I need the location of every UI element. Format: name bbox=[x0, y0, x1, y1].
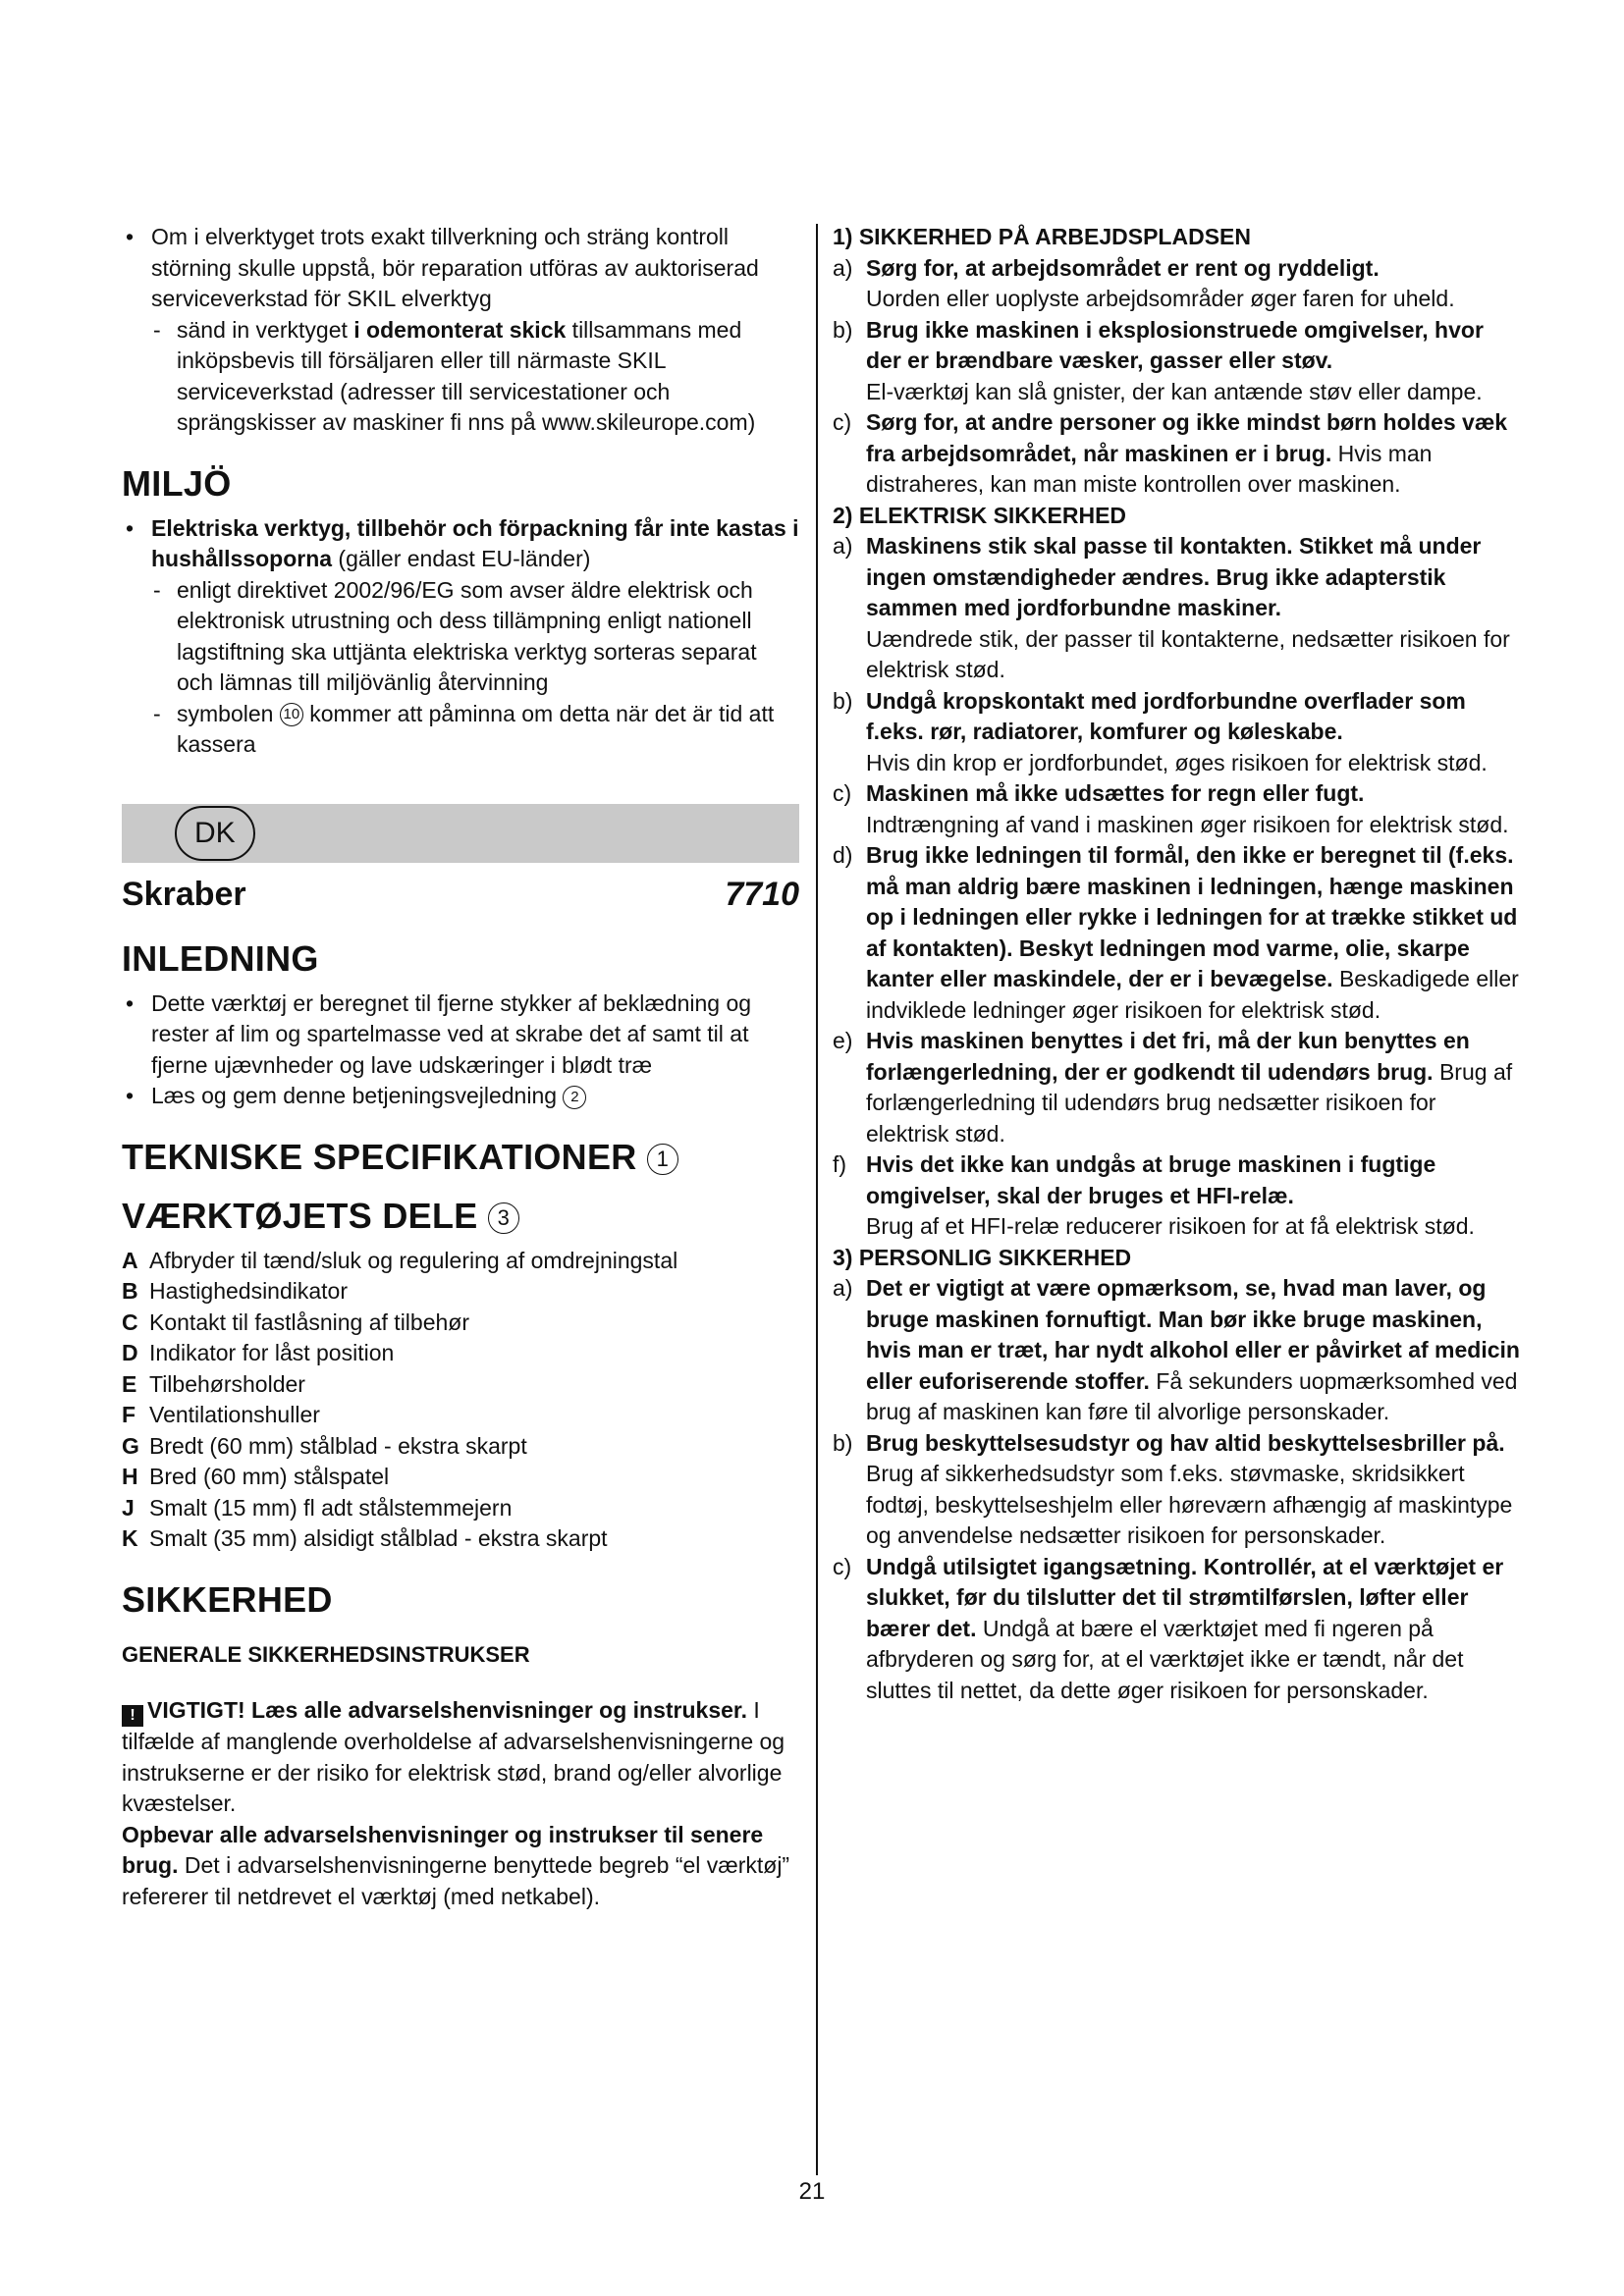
parts-list bbox=[122, 1246, 799, 1555]
generale-heading: GENERALE SIKKERHEDSINSTRUKSER bbox=[122, 1641, 530, 1667]
rule-2d: d) Brug ikke ledningen til formål, den ikke er beregnet til (f.eks. må man aldrig bære maskinen i ledningen, hænge maskinen op i ledningen eller rykke i ledningen for at trække stikket ud af kontakten). Beskyt ledningen mod varme, olie, skarpe kanter eller maskindele, der er i bevægelse. Beskadigede eller indviklede ledninger øger risikoen for elektrisk stød. bbox=[833, 842, 1519, 1023]
miljo-bullet: • Elektriska verktyg, tillbehör och förpackning får inte kastas i hushållssoporna (gäller endast EU-länder) bbox=[122, 513, 799, 575]
warning-triangle-icon: ! bbox=[122, 1705, 143, 1727]
rule-2e: e) Hvis maskinen benyttes i det fri, må der kun benyttes en forlængerledning, der er godkendt til udendørs brug. Brug af forlængerledning til udendørs brug nedsætter risikoen for elektrisk stød. bbox=[833, 1028, 1513, 1147]
language-badge: DK bbox=[175, 806, 255, 861]
section-heading-3: 3) PERSONLIG SIKKERHED bbox=[833, 1244, 1132, 1270]
rule-2c-desc: Indtrængning af vand i maskinen øger risikoen for elektrisk stød. bbox=[866, 811, 1509, 837]
miljo-dash-directive: - enligt direktivet 2002/96/EG som avser äldre elektrisk och elektronisk utrustning och dess tillämpning enligt nationell lagstiftning ska uttjänta elektriska verktyg sorteras separat och lämnas till miljövänlig återvinning bbox=[122, 575, 799, 699]
rule-3b: b) Brug beskyttelsesudstyr og hav altid beskyttelsesbriller på. Brug af sikkerhedsudstyr som f.eks. støvmaske, skridsikkert fodtøj, beskyttelseshjelm eller høreværn afhængig af maskintype og anvendelse nedsætter risikoen for personskader. bbox=[833, 1429, 1513, 1548]
inledning-bullet-2: • Læs og gem denne betjeningsvejledning 2 bbox=[122, 1081, 799, 1112]
rule-1c: c) Sørg for, at andre personer og ikke mindst børn holdes væk fra arbejdsområdet, når maskinen er i brug. Hvis man distraheres, kan man miste kontrollen over maskinen. bbox=[833, 409, 1508, 497]
product-number: 7710 bbox=[725, 875, 799, 913]
product-title-row bbox=[122, 875, 799, 914]
figure-ref-icon: 1 bbox=[647, 1144, 678, 1175]
language-band bbox=[122, 804, 799, 863]
tekniske-heading: TEKNISKE SPECIFIKATIONER 1 bbox=[122, 1136, 799, 1179]
miljo-heading: MILJÖ bbox=[122, 462, 232, 504]
list-item: G Bredt (60 mm) stålblad - ekstra skarpt bbox=[122, 1432, 527, 1459]
list-item: J Smalt (15 mm) fl adt stålstemmejern bbox=[122, 1494, 513, 1521]
figure-ref-icon: 3 bbox=[488, 1202, 519, 1234]
section-heading-2: 2) ELEKTRISK SIKKERHED bbox=[833, 502, 1127, 528]
list-item: A Afbryder til tænd/sluk og regulering af omdrejningstal bbox=[122, 1247, 678, 1273]
rule-3c: c) Undgå utilsigtet igangsætning. Kontrollér, at el værktøjet er slukket, før du tilslutter det til strømtilførslen, løfter eller bærer det. Undgå at bære el værktøjet med fi ngeren på afbryderen og sørg for, at el værktøjet ikke er tændt, når det sluttes til nettet, da dette øger risikoen for personskader. bbox=[833, 1553, 1504, 1703]
left-column bbox=[122, 222, 799, 1912]
sv-service-bullet: • Om i elverktyget trots exakt tillverkning och sträng kontroll störning skulle uppstå, bör reparation utföras av auktoriserad serviceverkstad för SKIL elverktyg bbox=[122, 222, 799, 315]
list-item: F Ventilationshuller bbox=[122, 1402, 320, 1427]
rule-2a: a) Maskinens stik skal passe til kontakten. Stikket må under ingen omstændigheder ændres. Brug ikke adapterstik sammen med jordforbundne maskiner. bbox=[833, 533, 1482, 620]
rule-2b: b) Undgå kropskontakt med jordforbundne overflader som f.eks. rør, radiatorer, komfurer og køleskabe. bbox=[833, 687, 1466, 744]
list-item: D Indikator for låst position bbox=[122, 1340, 395, 1365]
list-item: K Smalt (35 mm) alsidigt stålblad - ekstra skarpt bbox=[122, 1525, 608, 1551]
inledning-heading: INLEDNING bbox=[122, 937, 319, 979]
rule-2a-desc: Uændrede stik, der passer til kontakterne, nedsætter risikoen for elektrisk stød. bbox=[866, 625, 1510, 682]
miljo-dash-symbol: - symbolen 10 kommer att påminna om detta när det är tid att kassera bbox=[122, 699, 799, 761]
rule-2f-desc: Brug af et HFI-relæ reducerer risikoen for at få elektrisk stød. bbox=[866, 1213, 1475, 1239]
list-item: C Kontakt til fastlåsning af tilbehør bbox=[122, 1308, 469, 1335]
sv-service-dash: - sänd in verktyget i odemonterat skick tillsammans med inköpsbevis till försäljaren eller till närmaste SKIL serviceverkstad (adresser till servicestationer och sprängskisser av maskiner fi nns på www.skileurope.com) bbox=[122, 315, 799, 439]
rule-2f: f) Hvis det ikke kan undgås at bruge maskinen i fugtige omgivelser, skal der bruges et HFI-relæ. bbox=[833, 1151, 1436, 1208]
inledning-bullet-1: • Dette værktøj er beregnet til fjerne stykker af beklædning og rester af lim og spartelmasse ved at skrabe det af samt til at fjerne ujævnheder og lave udskæringer i blødt træ bbox=[122, 988, 799, 1082]
list-item: H Bred (60 mm) stålspatel bbox=[122, 1464, 390, 1489]
list-item: E Tilbehørsholder bbox=[122, 1370, 305, 1397]
section-heading-1: 1) SIKKERHED PÅ ARBEJDSPLADSEN bbox=[833, 224, 1251, 249]
rule-3a: a) Det er vigtigt at være opmærksom, se, hvad man laver, og bruge maskinen fornuftigt. Man bør ikke bruge maskinen, hvis man er træt, har nydt alkohol eller er påvirket af medicin eller euforiserende stoffer. Få sekunders uopmærksomhed ved brug af maskinen kan føre til alvorlige personskader. bbox=[833, 1275, 1520, 1424]
rule-1b-desc: El-værktøj kan slå gnister, der kan antænde støv eller dampe. bbox=[866, 378, 1483, 404]
rule-1a-desc: Uorden eller uoplyste arbejdsområder øger faren for uheld. bbox=[866, 286, 1455, 311]
page-number: 21 bbox=[798, 2178, 826, 2205]
column-divider bbox=[816, 224, 818, 2175]
product-name: Skraber bbox=[122, 875, 246, 913]
recycle-symbol-icon: 10 bbox=[280, 703, 303, 726]
list-item: B Hastighedsindikator bbox=[122, 1278, 349, 1304]
figure-ref-icon: 2 bbox=[563, 1086, 586, 1109]
dele-heading: VÆRKTØJETS DELE 3 bbox=[122, 1195, 799, 1238]
rule-2c: c) Maskinen må ikke udsættes for regn eller fugt. bbox=[833, 780, 1365, 806]
rule-2b-desc: Hvis din krop er jordforbundet, øges risikoen for elektrisk stød. bbox=[866, 749, 1488, 775]
right-column bbox=[833, 222, 1520, 1706]
warning-paragraph: ! VIGTIGT! Læs alle advarselshenvisninger og instrukser. I tilfælde af manglende overholdelse af advarselshenvisningerne og instrukserne er der risiko for elektrisk stød, brand og/eller alvorlige kvæstelser. bbox=[122, 1697, 785, 1816]
sikkerhed-heading: SIKKERHED bbox=[122, 1578, 333, 1620]
keep-instructions-paragraph: Opbevar alle advarselshenvisninger og instrukser til senere brug. Det i advarselshenvisningerne benyttede begreb “el værktøj” refererer til netdrevet el værktøj (med netkabel). bbox=[122, 1821, 790, 1909]
rule-1b: b) Brug ikke maskinen i eksplosionstruede omgivelser, hvor der er brændbare væsker, gasser eller støv. bbox=[833, 316, 1484, 373]
rule-1a: a) Sørg for, at arbejdsområdet er rent og ryddeligt. bbox=[833, 254, 1380, 281]
